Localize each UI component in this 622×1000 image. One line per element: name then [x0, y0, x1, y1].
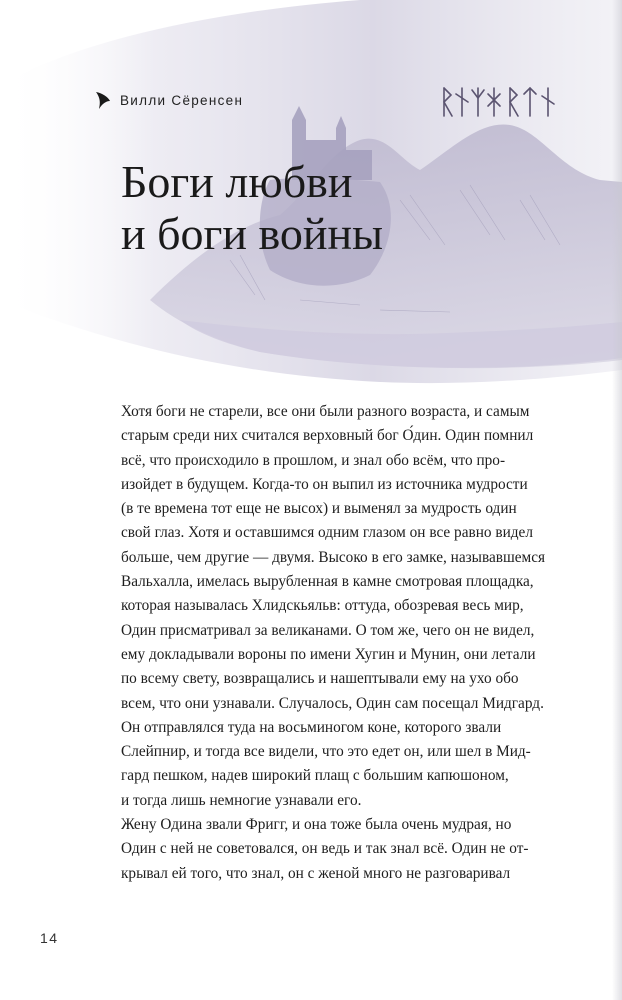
chapter-title	[121, 156, 383, 260]
text-line: старым среди них считался верховный бог О́дин. Один помнил	[121, 427, 534, 445]
author-leaf-icon	[92, 89, 114, 111]
text-line: гард пешком, надев широкий плащ с большим капюшоном,	[121, 767, 509, 785]
text-line: Слейпнир, и тогда все видели, что это едет он, или шел в Мид-	[121, 743, 531, 761]
text-line: свой глаз. Хотя и оставшимся одним глазом он все равно видел	[121, 524, 533, 542]
author-name: Вилли Сёренсен	[120, 92, 244, 108]
chapter-title-line-2: и боги войны	[121, 208, 384, 259]
text-line: всем, что они узнавали. Случалось, Один сам посещал Мидгард.	[121, 694, 544, 712]
paragraph-1	[121, 400, 561, 813]
running-header	[92, 88, 243, 112]
runes-icon	[440, 82, 560, 122]
text-line: Хотя боги не старели, все они были разного возраста, и самым	[121, 403, 530, 420]
paragraph-2	[121, 813, 561, 886]
text-line: Жену Одина звали Фригг, и она тоже была очень мудрая, но	[121, 816, 512, 834]
text-line: (в те времена тот еще не высох) и выменял за мудрость один	[121, 500, 517, 518]
text-line: которая называлась Хлидскьяльв: оттуда, обозревая весь мир,	[121, 597, 524, 615]
chapter-title-line-1: Боги любви	[121, 156, 353, 207]
text-line: Один присматривал за великанами. О том же, чего он не видел,	[121, 621, 535, 639]
text-line: Вальхалла, имелась вырубленная в камне смотровая площадка,	[121, 573, 534, 591]
body-text	[121, 400, 561, 886]
page-edge-shadow	[612, 0, 622, 1000]
text-line: ему докладывали вороны по имени Хугин и Мунин, они летали	[121, 645, 536, 663]
text-line: крывал ей того, что знал, он с женой много не разговаривал	[121, 864, 511, 882]
text-line: всё, что происходило в прошлом, и знал обо всём, что про-	[121, 451, 506, 469]
text-line: Один с ней не советовался, он ведь и так знал всё. Один не от-	[121, 840, 529, 858]
text-line: изойдет в будущем. Когда-то он выпил из источника мудрости	[121, 475, 528, 493]
text-line: Он отправлялся туда на восьминогом коне, которого звали	[121, 718, 502, 736]
text-line: больше, чем другие — двумя. Высоко в его замке, называвшемся	[121, 548, 546, 566]
text-line: по всему свету, возвращались и нашептывали ему на ухо обо	[121, 670, 519, 688]
text-line: и тогда лишь немногие узнавали его.	[121, 791, 362, 809]
page-number: 14	[40, 930, 59, 946]
